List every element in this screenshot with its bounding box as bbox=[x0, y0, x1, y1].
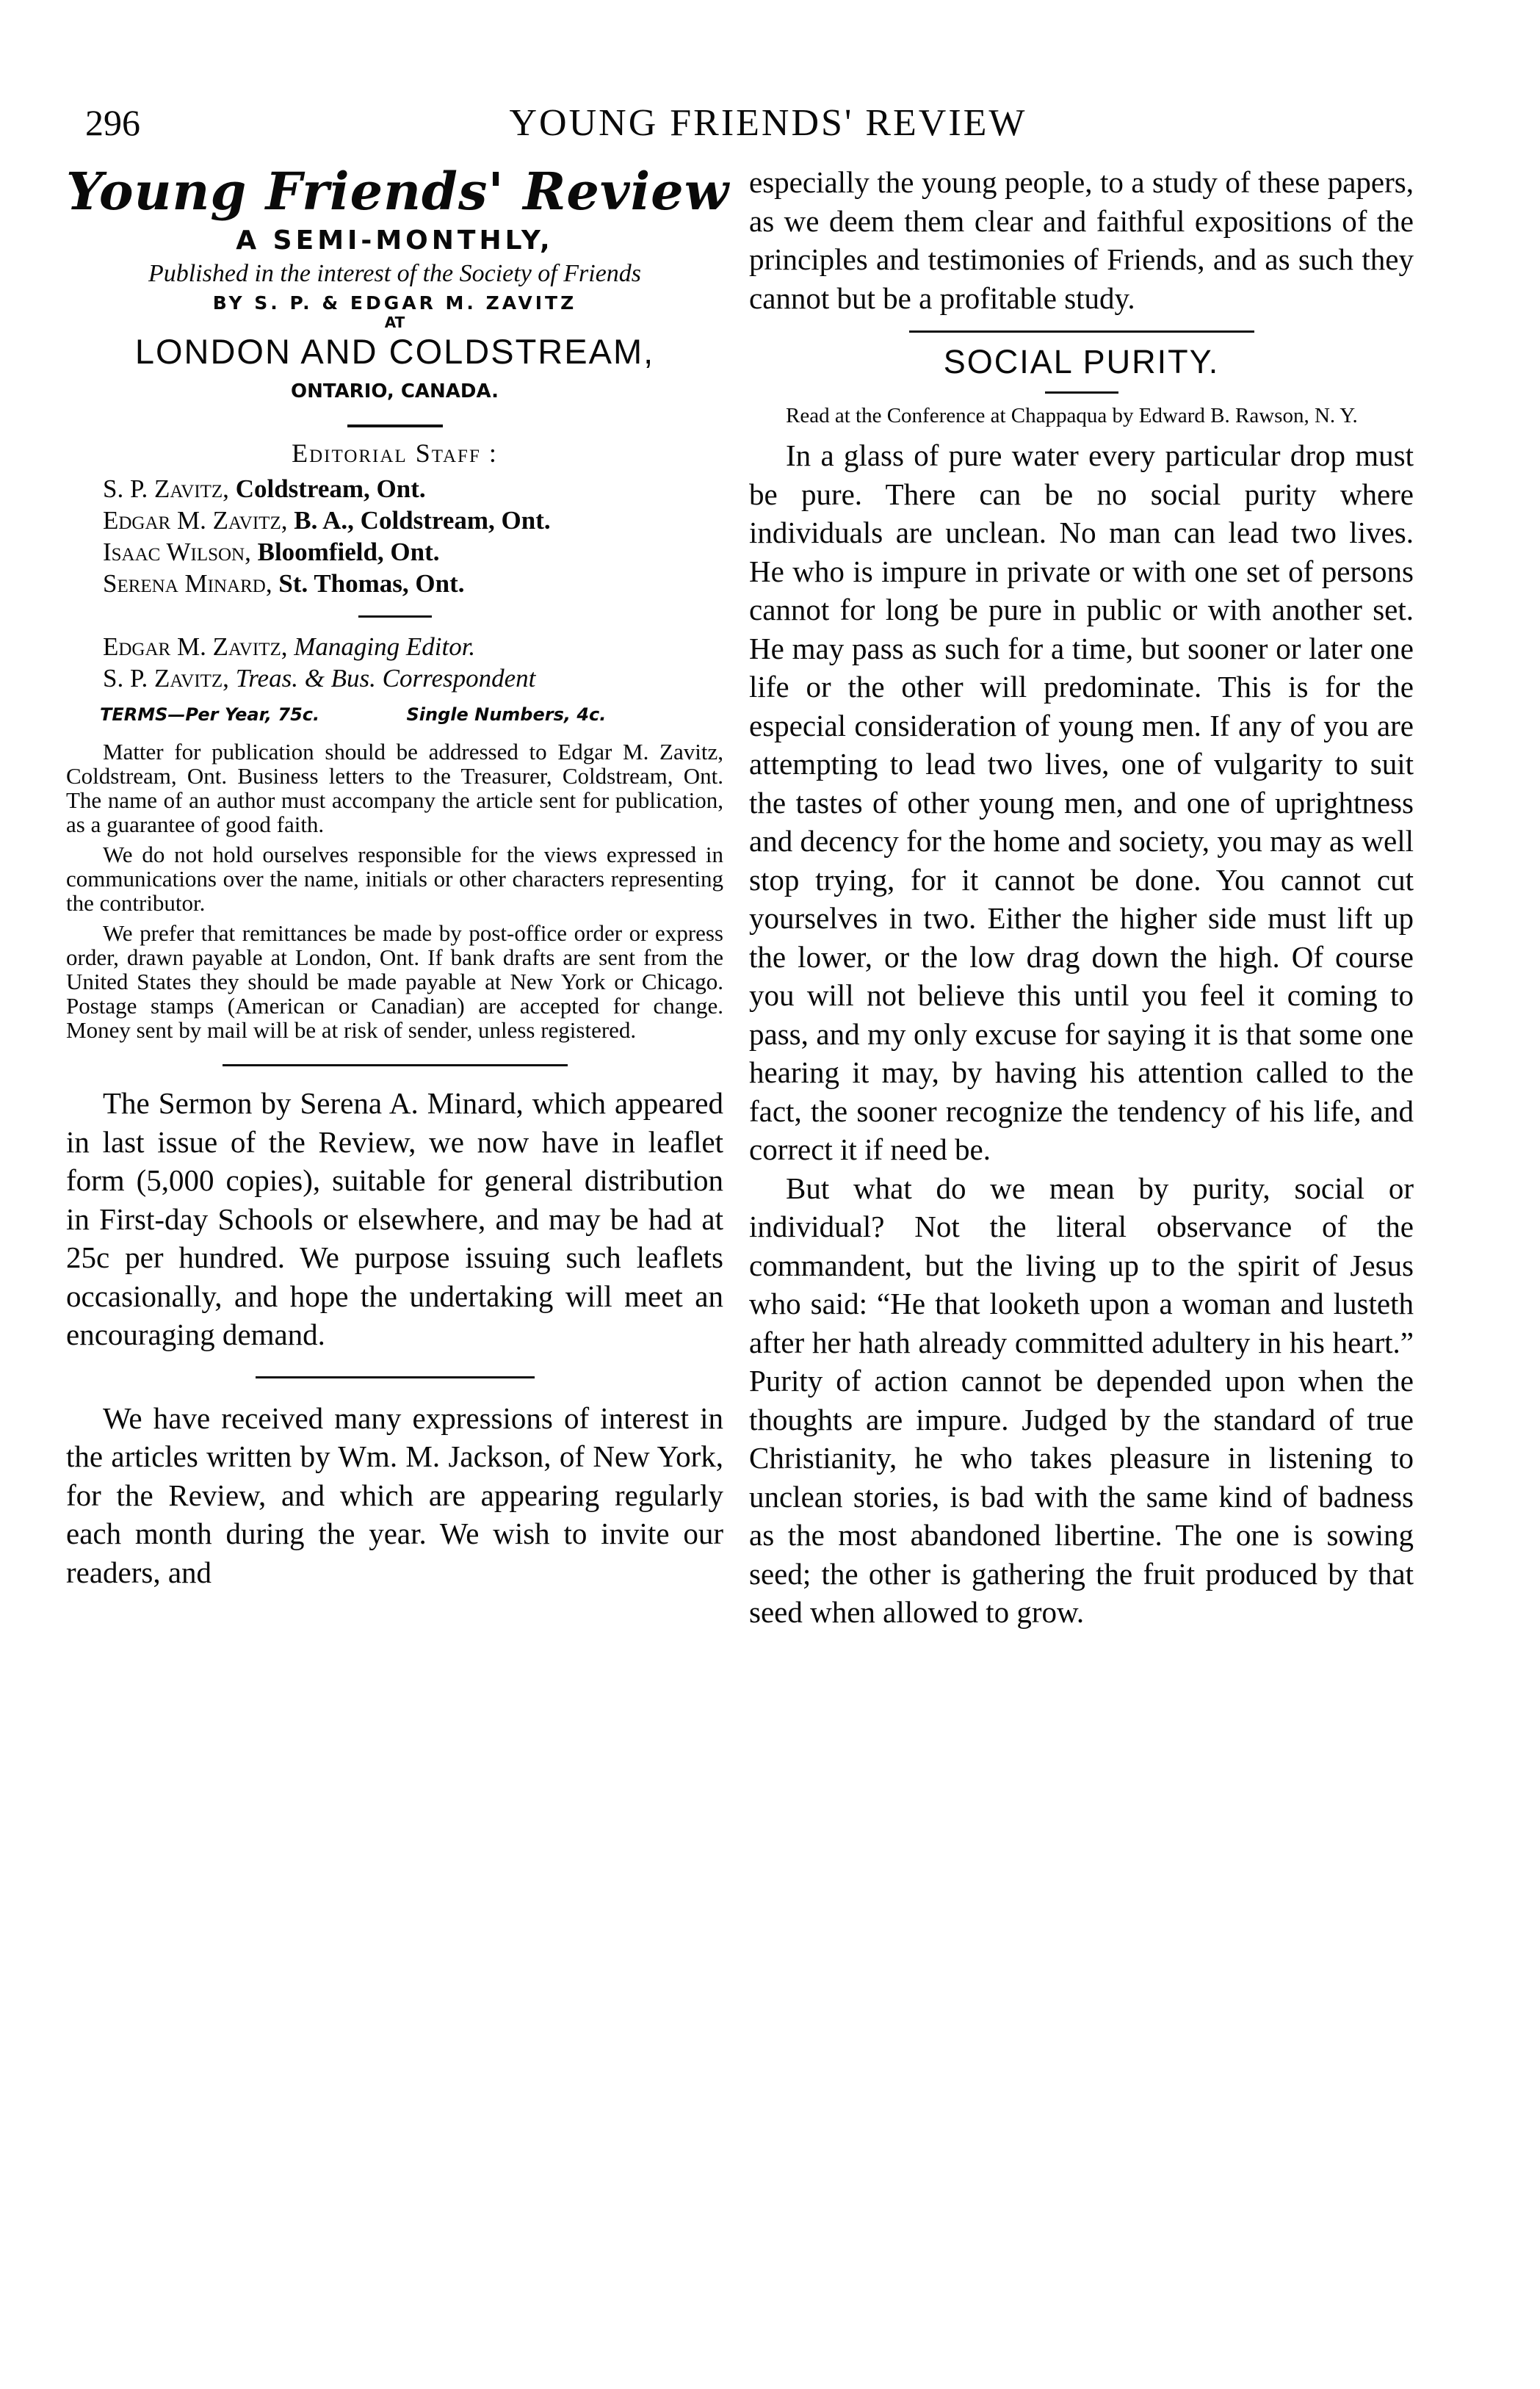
divider bbox=[347, 424, 443, 427]
staff-name: Isaac Wilson, bbox=[103, 538, 251, 566]
right-column bbox=[749, 163, 1414, 1632]
staff-member bbox=[66, 473, 723, 505]
staff-member bbox=[66, 505, 723, 536]
location: LONDON AND COLDSTREAM, bbox=[134, 332, 655, 371]
sermon-notice bbox=[66, 1084, 723, 1354]
divider bbox=[223, 1064, 568, 1066]
terms-single: Single Numbers, 4c. bbox=[406, 704, 607, 725]
left-column bbox=[66, 161, 729, 1591]
running-title: YOUNG FRIENDS' REVIEW bbox=[509, 102, 1027, 144]
publishers: BY S. P. & EDGAR M. ZAVITZ bbox=[212, 292, 577, 314]
staff-heading: Editorial Staff : bbox=[292, 438, 498, 468]
treasurer-line bbox=[66, 662, 723, 694]
at-label: AT bbox=[384, 314, 405, 331]
jackson-notice-text: We have received many expressions of interest in the articles written by Wm. M. Jackson, of New York, for the Review, and which are appearing regularly each month during the year. We wish to invite our readers, and bbox=[66, 1400, 723, 1589]
published-for: Published in the interest of the Society of Friends bbox=[148, 260, 642, 287]
notice-paragraph: We do not hold ourselves responsible for the views expressed in communications over the name, initials or other characters representing the contributor. bbox=[66, 842, 723, 916]
masthead-title: Young Friends' Review bbox=[66, 161, 729, 222]
masthead-subtitle: A SEMI-MONTHLY, bbox=[236, 225, 554, 256]
byline-text: Read at the Conference at Chappaqua by Edward B. Rawson, N. Y. bbox=[786, 404, 1358, 427]
staff-name: Edgar M. Zavitz, bbox=[103, 506, 288, 535]
staff-member bbox=[66, 536, 723, 568]
staff-place: St. Thomas, Ont. bbox=[278, 569, 465, 598]
running-head bbox=[85, 101, 1451, 153]
region: ONTARIO, CANADA. bbox=[290, 380, 499, 402]
jackson-notice bbox=[66, 1399, 723, 1592]
managing-editor-line bbox=[66, 631, 723, 662]
jackson-continued-text: especially the young people, to a study of these papers, as we deem them clear and faithful expositions of the principles and testimonies of Friends, and as such they cannot but be a profitable study. bbox=[749, 165, 1414, 315]
notice-paragraph: Matter for publication should be addressed to Edgar M. Zavitz, Coldstream, Ont. Business letters to the Treasurer, Coldstream, Ont. The name of an author must accompany the article sent for publication, as a guarantee of good faith. bbox=[66, 739, 723, 837]
staff-place: Bloomfield, Ont. bbox=[257, 538, 440, 566]
managing-editor-name: Edgar M. Zavitz, bbox=[103, 632, 288, 661]
notices bbox=[66, 740, 723, 1042]
article-paragraph: In a glass of pure water every particular drop must be pure. There can be no social purity where individuals are unclean. No man can lead two lives. He who is impure in private or with one set of persons cannot for long be pure in public or with another set. He may pass as such for a time, but sooner or later one life or the other will predominate. This is for the especial consideration of young men. If any of you are attempting to lead two lives, one of vulgarity to suit the tastes of other young men, and one of uprightness and decency for the home and society, you may as well stop trying, for it cannot be done. You cannot cut yourselves in two. Either the higher side must lift up the lower, or the low drag down the high. Of course you will not believe this until you feel it coming to pass, and my only excuse for saying it is that some one hearing it may, by having his attention called to the fact, the sooner recognize the tendency of his life, and correct it if need be. bbox=[749, 438, 1414, 1166]
jackson-continued bbox=[749, 163, 1414, 317]
staff-member bbox=[66, 568, 723, 599]
sermon-notice-text: The Sermon by Serena A. Minard, which appeared in last issue of the Review, we now have in leaflet form (5,000 copies), suitable for general distribution in First-day Schools or elsewhere, and may be had at 25c per hundred. We purpose issuing such leaflets occasionally, and hope the undertaking will meet an encouraging demand. bbox=[66, 1086, 723, 1351]
staff-list bbox=[66, 473, 723, 599]
staff-name: Serena Minard, bbox=[103, 569, 272, 598]
terms-line bbox=[66, 704, 723, 725]
divider bbox=[358, 615, 432, 618]
divider bbox=[256, 1376, 535, 1378]
treasurer-role: Treas. & Bus. Correspondent bbox=[235, 664, 536, 693]
divider bbox=[1045, 391, 1118, 394]
article-paragraph: But what do we mean by purity, social or individual? Not the literal observance of the commandent, but the living up to the spirit of Jesus who said: “He that looketh upon a woman and lusteth after her hath already committed adultery in his heart.” Purity of action cannot be depended upon when the thoughts are impure. Judged by the standard of true Christianity, he who takes pleasure in listening to unclean stories, is bad with the same kind of badness as the most abandoned libertine. The one is sowing seed; the other is gathering the fruit produced by that seed when allowed to grow. bbox=[749, 1171, 1414, 1629]
page-number: 296 bbox=[85, 102, 140, 143]
treasurer-name: S. P. Zavitz, bbox=[103, 664, 229, 693]
article-body bbox=[749, 436, 1414, 1632]
notice-paragraph: We prefer that remittances be made by post-office order or express order, drawn payable at London, Ont. If bank drafts are sent from the United States they should be made payable at New York or Chicago. Postage stamps (American or Canadian) are accepted for change. Money sent by mail will be at risk of sender, unless registered. bbox=[66, 920, 723, 1043]
divider bbox=[909, 330, 1254, 333]
staff-name: S. P. Zavitz, bbox=[103, 474, 229, 503]
article-byline bbox=[749, 404, 1414, 427]
article-title: SOCIAL PURITY. bbox=[943, 343, 1220, 380]
staff-place: B. A., Coldstream, Ont. bbox=[294, 506, 551, 535]
terms-per-year: TERMS—Per Year, 75c. bbox=[100, 704, 320, 725]
staff-place: Coldstream, Ont. bbox=[235, 474, 426, 503]
managing-editor-role: Managing Editor. bbox=[294, 632, 476, 661]
